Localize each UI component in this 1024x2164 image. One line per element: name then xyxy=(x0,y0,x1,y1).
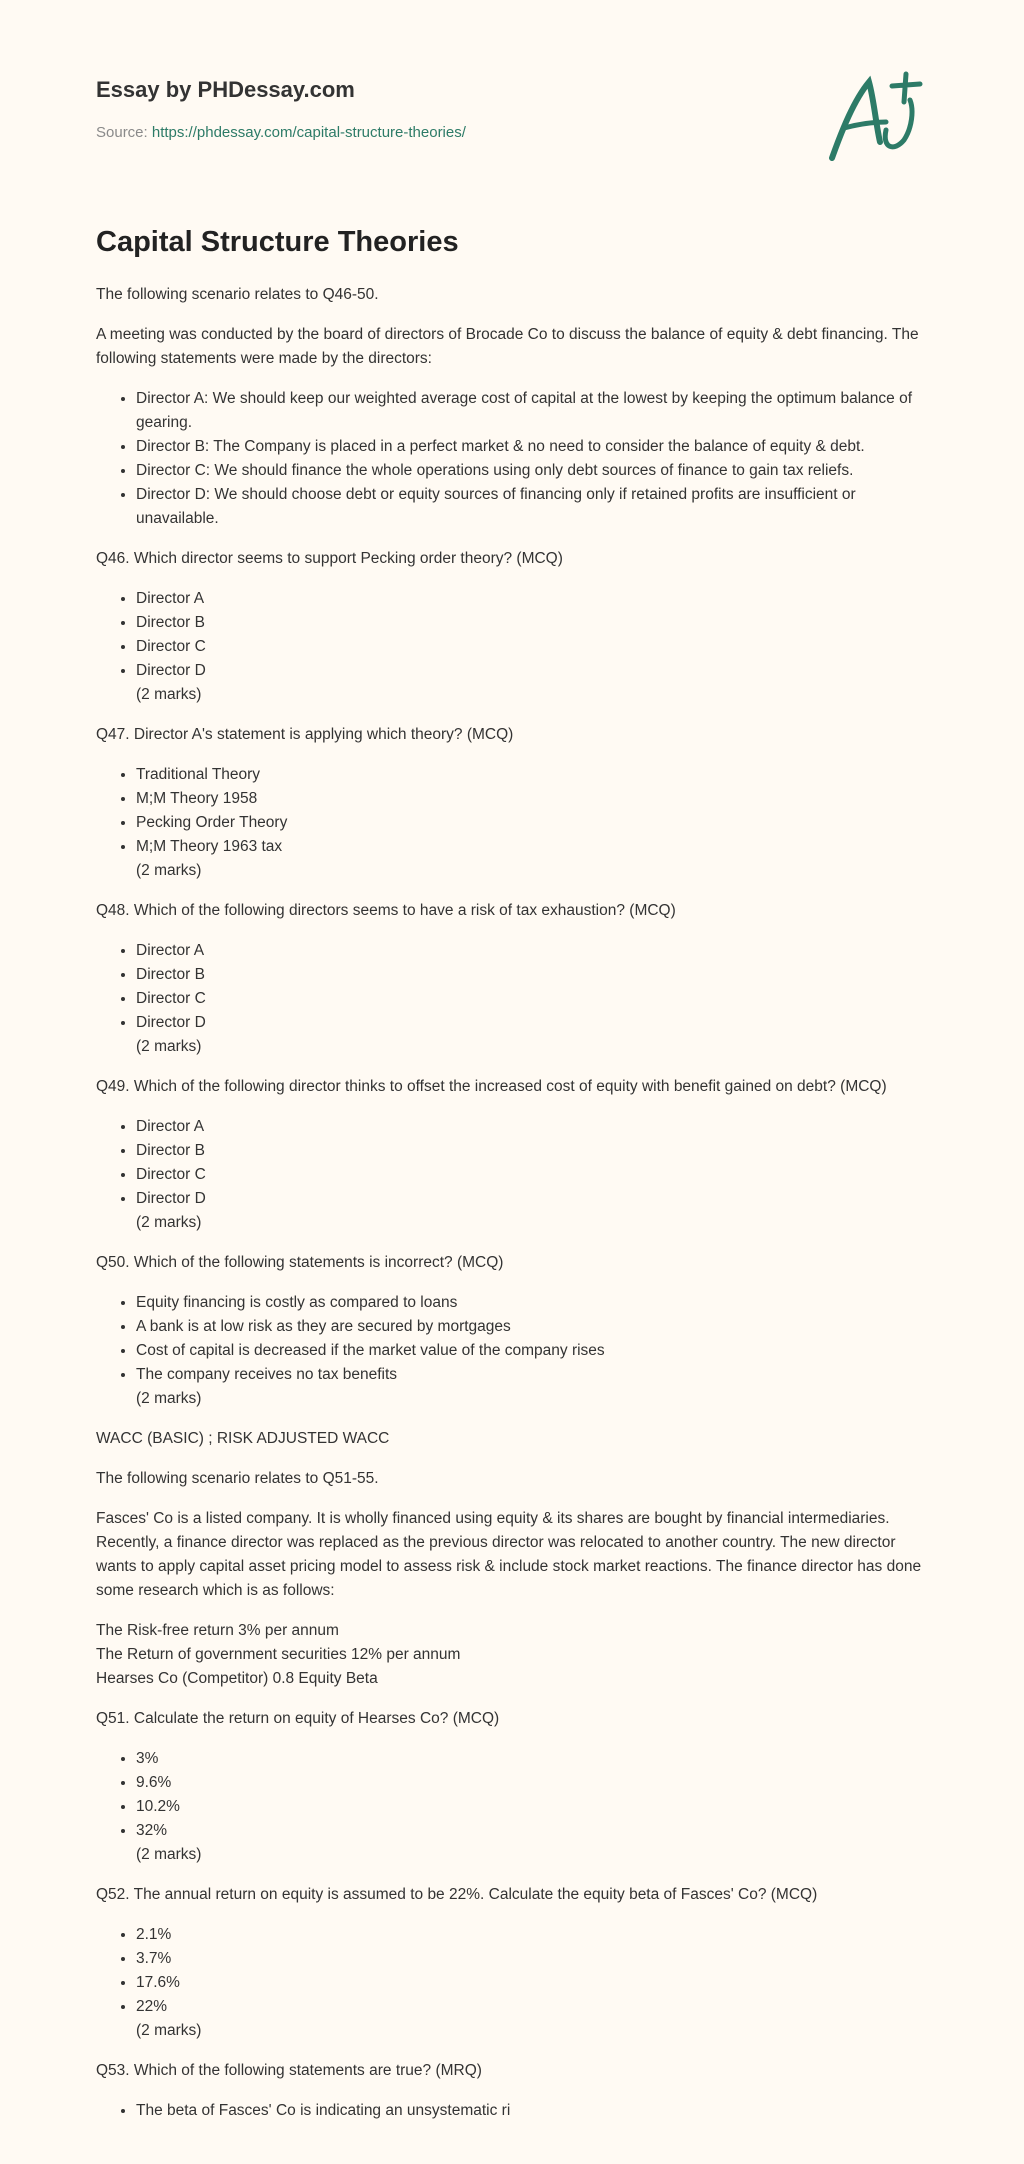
list-item: • Director A: We should keep our weighted average cost of capital at the lowest by keeping the optimum balance of gearing. xyxy=(136,387,928,435)
marks-label: (2 marks) xyxy=(136,1846,202,1863)
header xyxy=(96,0,928,170)
options-q51 xyxy=(96,1747,928,1843)
list-item: • Director C: We should finance the whole operations using only debt sources of finance to gain tax reliefs. xyxy=(136,459,928,483)
options-q48 xyxy=(96,939,928,1035)
marks-label: (2 marks) xyxy=(136,862,202,879)
marks-label: (2 marks) xyxy=(136,1390,202,1407)
list-item: • Director B xyxy=(136,1139,928,1163)
source-link[interactable]: https://phdessay.com/capital-structure-theories/ xyxy=(151,124,466,141)
list-item: • The beta of Fasces' Co is indicating an unsystematic ri xyxy=(136,2099,928,2123)
list-item: • Traditional Theory xyxy=(136,763,928,787)
list-item: • Director C xyxy=(136,987,928,1011)
options-q52 xyxy=(96,1923,928,2019)
source-line xyxy=(96,124,466,141)
list-item: • Director A xyxy=(136,1115,928,1139)
options-q53 xyxy=(96,2099,928,2123)
question-q46: Q46. Which director seems to support Pecking order theory? (MCQ) xyxy=(96,550,563,567)
list-item: • Pecking Order Theory xyxy=(136,811,928,835)
list-item: • M;M Theory 1958 xyxy=(136,787,928,811)
question-q53: Q53. Which of the following statements are true? (MRQ) xyxy=(96,2062,482,2079)
list-item: • Director A xyxy=(136,587,928,611)
list-item: • 22% xyxy=(136,1995,928,2019)
list-item: • 2.1% xyxy=(136,1923,928,1947)
marks-label: (2 marks) xyxy=(136,1038,202,1055)
list-item: • 9.6% xyxy=(136,1771,928,1795)
intro-paragraph: Fasces' Co is a listed company. It is wholly financed using equity & its shares are bought by financial intermediaries. Recently, a finance director was replaced as the previous director was relocated to another country. The new director wants to apply capital asset pricing model to assess risk & include stock market reactions. The finance director has done some research which is as follows: xyxy=(96,1510,922,1599)
article-body xyxy=(96,283,928,2139)
list-item: • The company receives no tax benefits xyxy=(136,1363,928,1387)
research-data xyxy=(96,1619,928,1691)
list-item: • Director A xyxy=(136,939,928,963)
list-item: • Cost of capital is decreased if the market value of the company rises xyxy=(136,1339,928,1363)
list-item: • A bank is at low risk as they are secured by mortgages xyxy=(136,1315,928,1339)
options-q49 xyxy=(96,1115,928,1211)
list-item: • 10.2% xyxy=(136,1795,928,1819)
question-q48: Q48. Which of the following directors seems to have a risk of tax exhaustion? (MCQ) xyxy=(96,902,676,919)
section-heading: WACC (BASIC) ; RISK ADJUSTED WACC xyxy=(96,1430,390,1447)
research-line: The Return of government securities 12% per annum xyxy=(96,1646,461,1663)
list-item: • Director B: The Company is placed in a perfect market & no need to consider the balance of equity & debt. xyxy=(136,435,928,459)
director-statements xyxy=(96,387,928,531)
list-item: • Director B xyxy=(136,963,928,987)
list-item: • Director D xyxy=(136,659,928,683)
list-item: • 17.6% xyxy=(136,1971,928,1995)
research-line: Hearses Co (Competitor) 0.8 Equity Beta xyxy=(96,1670,378,1687)
intro-paragraph: The following scenario relates to Q51-55. xyxy=(96,1470,379,1487)
source-label: Source: xyxy=(96,124,152,141)
list-item: • Director C xyxy=(136,1163,928,1187)
options-q47 xyxy=(96,763,928,859)
site-title: Essay by PHDessay.com xyxy=(96,77,355,102)
research-line: The Risk-free return 3% per annum xyxy=(96,1622,339,1639)
question-q50: Q50. Which of the following statements is incorrect? (MCQ) xyxy=(96,1254,504,1271)
list-item: • 32% xyxy=(136,1819,928,1843)
list-item: • Director C xyxy=(136,635,928,659)
list-item: • 3.7% xyxy=(136,1947,928,1971)
list-item: • M;M Theory 1963 tax xyxy=(136,835,928,859)
question-q51: Q51. Calculate the return on equity of Hearses Co? (MCQ) xyxy=(96,1710,500,1727)
options-q50 xyxy=(96,1291,928,1387)
intro-paragraph: A meeting was conducted by the board of directors of Brocade Co to discuss the balance of equity & debt financing. The following statements were made by the directors: xyxy=(96,326,919,367)
options-q46 xyxy=(96,587,928,683)
list-item: • Director B xyxy=(136,611,928,635)
list-item: • Equity financing is costly as compared to loans xyxy=(136,1291,928,1315)
question-q47: Q47. Director A's statement is applying which theory? (MCQ) xyxy=(96,726,514,743)
marks-label: (2 marks) xyxy=(136,686,202,703)
list-item: • Director D xyxy=(136,1011,928,1035)
list-item: • 3% xyxy=(136,1747,928,1771)
question-q52: Q52. The annual return on equity is assumed to be 22%. Calculate the equity beta of Fasces' Co? (MCQ) xyxy=(96,1886,818,1903)
marks-label: (2 marks) xyxy=(136,2022,202,2039)
question-q49: Q49. Which of the following director thinks to offset the increased cost of equity with benefit gained on debt? (MCQ) xyxy=(96,1078,887,1095)
marks-label: (2 marks) xyxy=(136,1214,202,1231)
list-item: • Director D: We should choose debt or equity sources of financing only if retained profits are insufficient or unavailable. xyxy=(136,483,928,531)
intro-paragraph: The following scenario relates to Q46-50. xyxy=(96,286,379,303)
list-item: • Director D xyxy=(136,1187,928,1211)
page-title: Capital Structure Theories xyxy=(96,226,459,258)
a-plus-logo-icon xyxy=(824,70,934,170)
